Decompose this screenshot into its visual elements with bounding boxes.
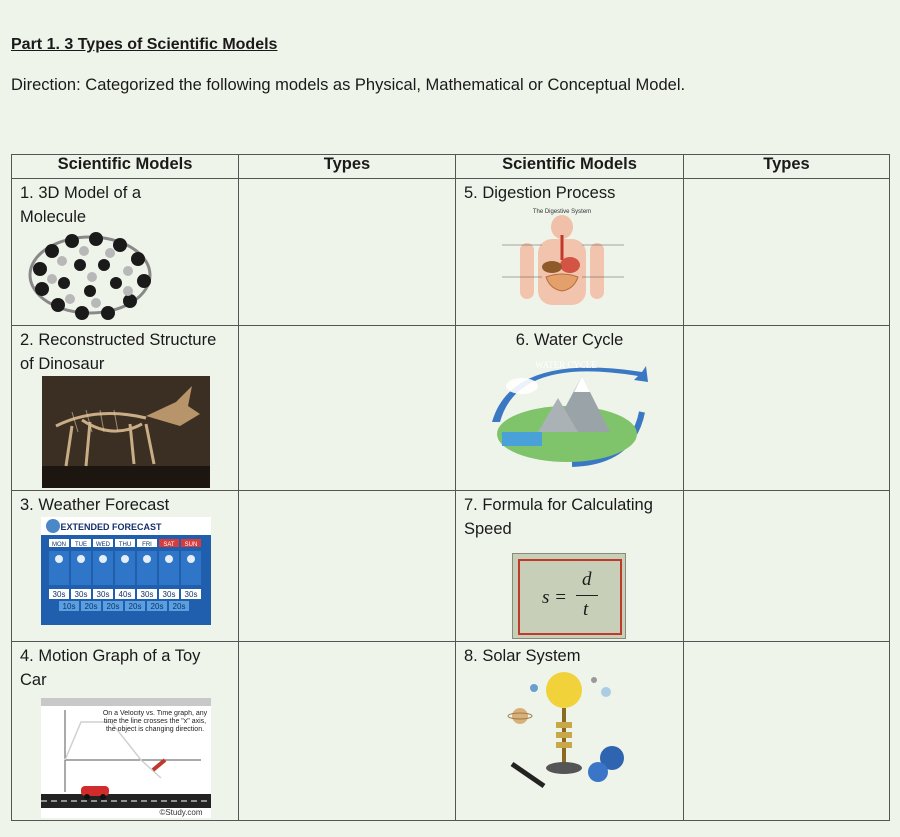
models-table (11, 154, 890, 821)
model-label-6: 6. Water Cycle (515, 331, 624, 349)
page-heading: Part 1. 3 Types of Scientific Models (11, 36, 278, 53)
type-answer-7[interactable] (684, 491, 890, 642)
forecast-day-label: FRI (142, 542, 152, 548)
forecast-day-label: WED (96, 542, 110, 548)
model-cell-5 (456, 179, 684, 326)
model-label-1: 1. 3D Model of a Molecule (20, 184, 142, 226)
forecast-low: 20s (172, 602, 186, 611)
forecast-high: 30s (74, 590, 88, 599)
cloud-icon (77, 555, 85, 563)
model-label-7: 7. Formula for Calculating Speed (464, 496, 653, 538)
forecast-low: 20s (106, 602, 120, 611)
type-answer-4[interactable] (239, 642, 456, 821)
digestive-system-image (482, 205, 642, 317)
model-cell-3 (12, 491, 239, 642)
type-answer-1[interactable] (239, 179, 456, 326)
formula-denominator: t (583, 599, 589, 620)
forecast-low: 20s (150, 602, 164, 611)
type-answer-5[interactable] (684, 179, 890, 326)
model-cell-8 (456, 642, 684, 821)
forecast-high: 40s (118, 590, 132, 599)
header-scientific-models-1: Scientific Models (12, 155, 239, 179)
formula-frame (518, 559, 622, 635)
model-label-8: 8. Solar System (464, 647, 581, 665)
forecast-title: EXTENDED FORECAST (60, 522, 162, 532)
model-cell-7 (456, 491, 684, 642)
cloud-icon (187, 555, 195, 563)
cloud-icon (165, 555, 173, 563)
model-cell-6 (456, 326, 684, 491)
forecast-low: 10s (62, 602, 76, 611)
forecast-day-label: SAT (163, 542, 175, 548)
forecast-high: 30s (184, 590, 198, 599)
solar-system-image (504, 668, 634, 792)
forecast-low: 20s (84, 602, 98, 611)
model-label-4: 4. Motion Graph of a Toy Car (20, 647, 201, 689)
study-credit: ©Study.com (159, 808, 203, 817)
motion-graph-image (41, 698, 211, 818)
model-cell-4 (12, 642, 239, 821)
forecast-high: 30s (162, 590, 176, 599)
model-label-3: 3. Weather Forecast (20, 496, 170, 514)
graph-note: On a Velocity vs. Time graph, any time the line crosses the "x" axis, the object is changing direction. (102, 710, 208, 733)
model-label-2: 2. Reconstructed Structure of Dinosaur (20, 331, 217, 373)
forecast-high: 30s (96, 590, 110, 599)
forecast-day-label: MON (52, 542, 66, 548)
type-answer-2[interactable] (239, 326, 456, 491)
cloud-icon (99, 555, 107, 563)
direction-text: Direction: Categorized the following models as Physical, Mathematical or Conceptual Model. (11, 76, 686, 94)
formula-box (512, 553, 626, 639)
header-scientific-models-2: Scientific Models (456, 155, 684, 179)
header-types-2: Types (684, 155, 890, 179)
formula-lhs: s = (542, 587, 567, 608)
molecule-image (20, 229, 160, 321)
dinosaur-skeleton-image (42, 376, 210, 488)
header-types-1: Types (239, 155, 456, 179)
cloud-icon (55, 555, 63, 563)
formula-numerator: d (582, 569, 592, 590)
type-answer-6[interactable] (684, 326, 890, 491)
model-cell-2 (12, 326, 239, 491)
fraction-bar (576, 595, 598, 596)
model-label-5: 5. Digestion Process (464, 184, 616, 202)
forecast-day-label: TUE (75, 542, 87, 548)
forecast-day-label: THU (118, 542, 132, 548)
model-cell-1 (12, 179, 239, 326)
cloud-icon (143, 555, 151, 563)
type-answer-3[interactable] (239, 491, 456, 642)
water-cycle-image-title: WATER CYCLE (535, 360, 597, 370)
forecast-low: 20s (128, 602, 142, 611)
digestion-image-title: The Digestive System (532, 209, 592, 215)
type-answer-8[interactable] (684, 642, 890, 821)
forecast-day-label: SUN (184, 542, 198, 548)
cloud-icon (121, 555, 129, 563)
forecast-high: 30s (52, 590, 66, 599)
weather-forecast-image (41, 517, 211, 625)
water-cycle-image (482, 352, 652, 468)
forecast-high: 30s (140, 590, 154, 599)
